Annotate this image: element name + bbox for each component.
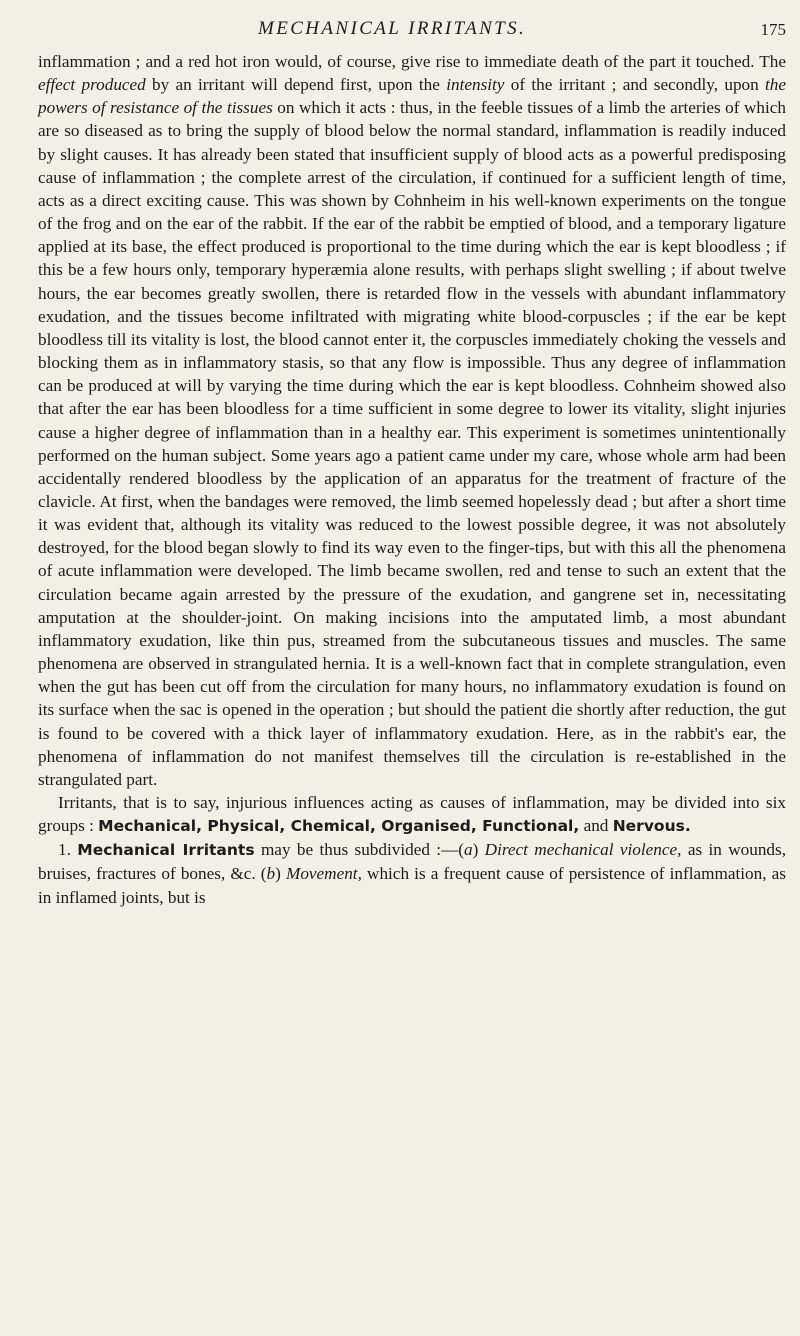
text-run: on which it acts : thus, in the feeble tissues of a limb the arteries of which are so diseased as to bring the supply of blood below the normal standard, inflammation is readily induced by slight causes. It has already been stated that insufficient supply of blood acts as a powerful predisposing cause of inflammation ; the complete arrest of the circulation, if continued for a sufficient length of time, acts as a direct exciting cause. This was shown by Cohnheim in his well-known experiments on the tongue of the frog and on the ear of the rabbit. If the ear of the rabbit be emptied of blood, and a temporary ligature applied at its base, the effect produced is proportional to the time during which the ear is kept bloodless ; if this be a few hours only, temporary hyperæmia alone results, with perhaps slight swelling ; if about twelve hours, the ear becomes greatly swollen, there is retarded flow in the vessels with abundant inflammatory exudation, and the tissues become infiltrated with migrating white blood-corpuscles ; if the ear be kept bloodless till its vitality is lost, the blood cannot enter it, the corpuscles immediately choking the vessels and blocking them as in inflammatory stasis, so that any flow is impossible. Thus any degree of inflammation can be produced at will by varying the time during which the ear is kept bloodless. Cohnheim showed also that after the ear has been bloodless for a time sufficient in some degree to lower its vitality, slight injuries cause a higher degree of inflammation than in a healthy ear. This experiment is sometimes unintentionally performed on the human subject. Some years ago a patient came under my care, whose whole arm had been accidentally rendered bloodless by the application of an apparatus for the treatment of fracture of the clavicle. At first, when the bandages were removed, the limb seemed hopelessly dead ; but after a short time it was evident that, although its vitality was reduced to the lowest possible degree, it was not absolutely destroyed, for the blood began slowly to find its way even to the finger-tips, but with this all the phenomena of acute inflammation were developed. The limb became swollen, red and tense to such an extent that the circulation became again arrested by the pressure of the exudation, and gangrene set in, necessitating amputation at the shoulder-joint. On making incisions into the amputated limb, a most abundant inflammatory exudation, like thin pus, streamed from the subcutaneous tissues and muscles. The same phenomena are observed in strangulated hernia. It is a well-known fact that in complete strangulation, even when the gut has been cut off from the circulation for many hours, no inflammatory exudation is found on its surface when the sac is opened in the operation ; but should the patient die shortly after reduction, the gut is found to be covered with a thick layer of inflammatory exudation. Here, as in the rabbit's ear, the phenomena of inflammation do not manifest themselves till the circulation is re-established in the strangulated part. — [38, 98, 786, 789]
paragraph-irritant-groups — [38, 791, 786, 838]
page-number: 175 — [760, 20, 786, 39]
running-header — [38, 14, 786, 50]
running-title: MECHANICAL IRRITANTS. — [258, 18, 527, 39]
text-run: and — [579, 816, 613, 836]
bold-run: Mechanical, Physical, Chemical, Organised, Functional, — [98, 817, 580, 836]
text-run: inflammation ; and a red hot iron would, of course, give rise to immediate death of the part it touched. The — [38, 52, 786, 71]
italic-run: Direct mechanical violence, — [484, 840, 682, 860]
text-run: which is a frequent cause of persistence of inflammation, as in inflamed joints, but is — [38, 864, 786, 907]
text-run: may be thus subdivided :—( — [254, 840, 464, 860]
italic-run: Movement, — [286, 864, 362, 884]
italic-run: a — [463, 840, 473, 860]
bold-run: Nervous. — [612, 817, 691, 836]
text-run: as in wounds, bruises, fractures of bones, &c. ( — [38, 840, 787, 884]
text-run: ) — [472, 840, 485, 860]
italic-run: intensity — [446, 75, 505, 95]
paragraph-inflammation-causes — [38, 50, 786, 791]
bold-run: Mechanical Irritants — [77, 841, 255, 860]
text-run: by an irritant will depend first, upon the — [145, 75, 447, 95]
italic-run: the powers of resistance of the tissues — [38, 75, 787, 118]
italic-run: effect produced — [38, 75, 146, 95]
text-run: of the irritant ; and secondly, upon — [504, 75, 766, 95]
book-page — [38, 14, 786, 1324]
text-run: Irritants, that is to say, injurious influences acting as causes of inflammation, may be divided into six groups : — [38, 793, 786, 836]
text-run: 1. — [58, 840, 78, 860]
paragraph-mechanical-irritants — [38, 838, 786, 908]
text-run: ) — [275, 864, 286, 884]
italic-run: b — [266, 864, 276, 884]
body-text — [38, 50, 786, 909]
